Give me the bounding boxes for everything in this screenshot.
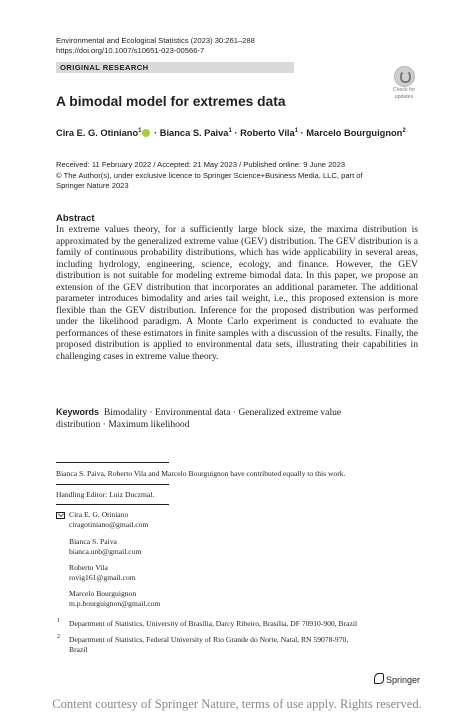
contact-name: Marcelo Bourguignon [69,589,137,598]
check-updates-line1: Check for [392,87,416,93]
publisher-logo [374,673,420,685]
keywords [56,406,416,431]
abstract-heading: Abstract [56,213,95,224]
paper-title: A bimodal model for extremes data [56,94,286,109]
orcid-icon[interactable] [142,129,150,137]
keywords-line2: distribution · Maximum likelihood [56,419,190,430]
contact-block [69,589,160,609]
publication-dates [56,160,386,192]
handling-editor-note: Handling Editor: Luiz Duczmal. [56,490,155,499]
contact-email[interactable]: ciragotiniano@gmail.com [69,520,149,529]
author-affiliation-mark: 1 [138,127,142,134]
contact-name: Roberto Vila [69,563,108,572]
contact-email[interactable]: rovig161@gmail.com [69,573,136,582]
contact-name: Cira E. G. Otiniano [69,510,129,519]
abstract-text: In extreme values theory, for a sufficiently large block size, the maxima distribution is approximated by the generalized extreme value (GEV) distribution. The GEV distribution is a family of continuous probability distributions, which has wide applicability in several areas, including hydrology, engineering, science, ecology, and finance. However, the GEV distribution is not suitable for modeling extreme bimodal data. In this paper, we propose an extension of the GEV distribution that incorporates an additional parameter. The additional parameter introduces bimodality and aries tail weight, i.e., this proposed extension is more flexible than the GEV distribution. Inference for the proposed distribution was performed under the likelihood paradigm. A Monte Carlo experiment is conducted to evaluate the performances of these estimators in finite samples with a discussion of the results. Finally, the proposed distribution is applied to environmental data sets, illustrating their capabilities in challenging cases in extreme value theory. [56,224,418,363]
affiliation-1: Department of Statistics, University of Brasília, Darcy Ribeiro, Brasília, DF 70910-900, Brazil [69,619,358,628]
author-name[interactable]: Cira E. G. Otiniano [56,128,139,138]
crossmark-icon [394,66,415,87]
publisher-name: Springer [386,675,421,685]
contact-block [69,563,136,583]
springer-horse-icon [374,673,384,684]
dates-line: Received: 11 February 2022 / Accepted: 21 May 2023 / Published online: 9 June 2023 [56,160,346,169]
check-updates-line2: updates [394,93,414,100]
contact-block [69,510,148,530]
author-list [56,128,406,138]
author-separator: · [151,128,160,138]
journal-citation: Environmental and Ecological Statistics (2023) 30:261–288 [56,36,255,45]
contact-block [69,537,141,557]
copyright-line: © The Author(s), under exclusive licence to Springer Science+Business Media, LLC, part of Springer Nature 2023 [56,170,363,190]
affiliation-2-line2: Brazil [69,645,88,654]
section-label: ORIGINAL RESEARCH [60,63,149,72]
contact-email[interactable]: bianca.unb@gmail.com [69,547,142,556]
author-name[interactable]: Marcelo Bourguignon [306,128,403,138]
watermark: Content courtesy of Springer Nature, terms of use apply. Rights reserved. [52,697,422,711]
contact-email[interactable]: m.p.bourguignon@gmail.com [69,599,161,608]
footnote-rule [56,462,169,463]
author-affiliation-mark: 2 [402,127,406,134]
doi-link[interactable]: https://doi.org/10.1007/s10651-023-00566-7 [56,46,205,55]
envelope-icon [56,512,65,519]
check-for-updates-button[interactable] [389,66,419,100]
keywords-label: Keywords [56,407,100,417]
contact-name: Bianca S. Paiva [69,537,117,546]
author-separator: · [298,128,307,138]
keywords-line1: Bimodality · Environmental data · Generalized extreme value [103,407,342,418]
affiliation-number: 2 [57,634,60,640]
author-separator: · [231,128,241,138]
author-name[interactable]: Roberto Vila [240,128,295,138]
footnote-rule [56,504,169,505]
footnote-rule [56,484,169,485]
equal-contribution-note: Bianca S. Paiva, Roberto Vila and Marcelo Bourguignon have contributed equally to this work. [56,469,346,478]
affiliation-number: 1 [57,618,60,624]
author-affiliation-mark: 1 [228,127,232,134]
author-name[interactable]: Bianca S. Paiva [159,128,229,138]
affiliation-2 [69,635,409,655]
author-affiliation-mark: 1 [294,127,299,134]
affiliation-2-line1: Department of Statistics, Federal University of Rio Grande do Norte, Natal, RN 59078-970, [69,635,349,644]
